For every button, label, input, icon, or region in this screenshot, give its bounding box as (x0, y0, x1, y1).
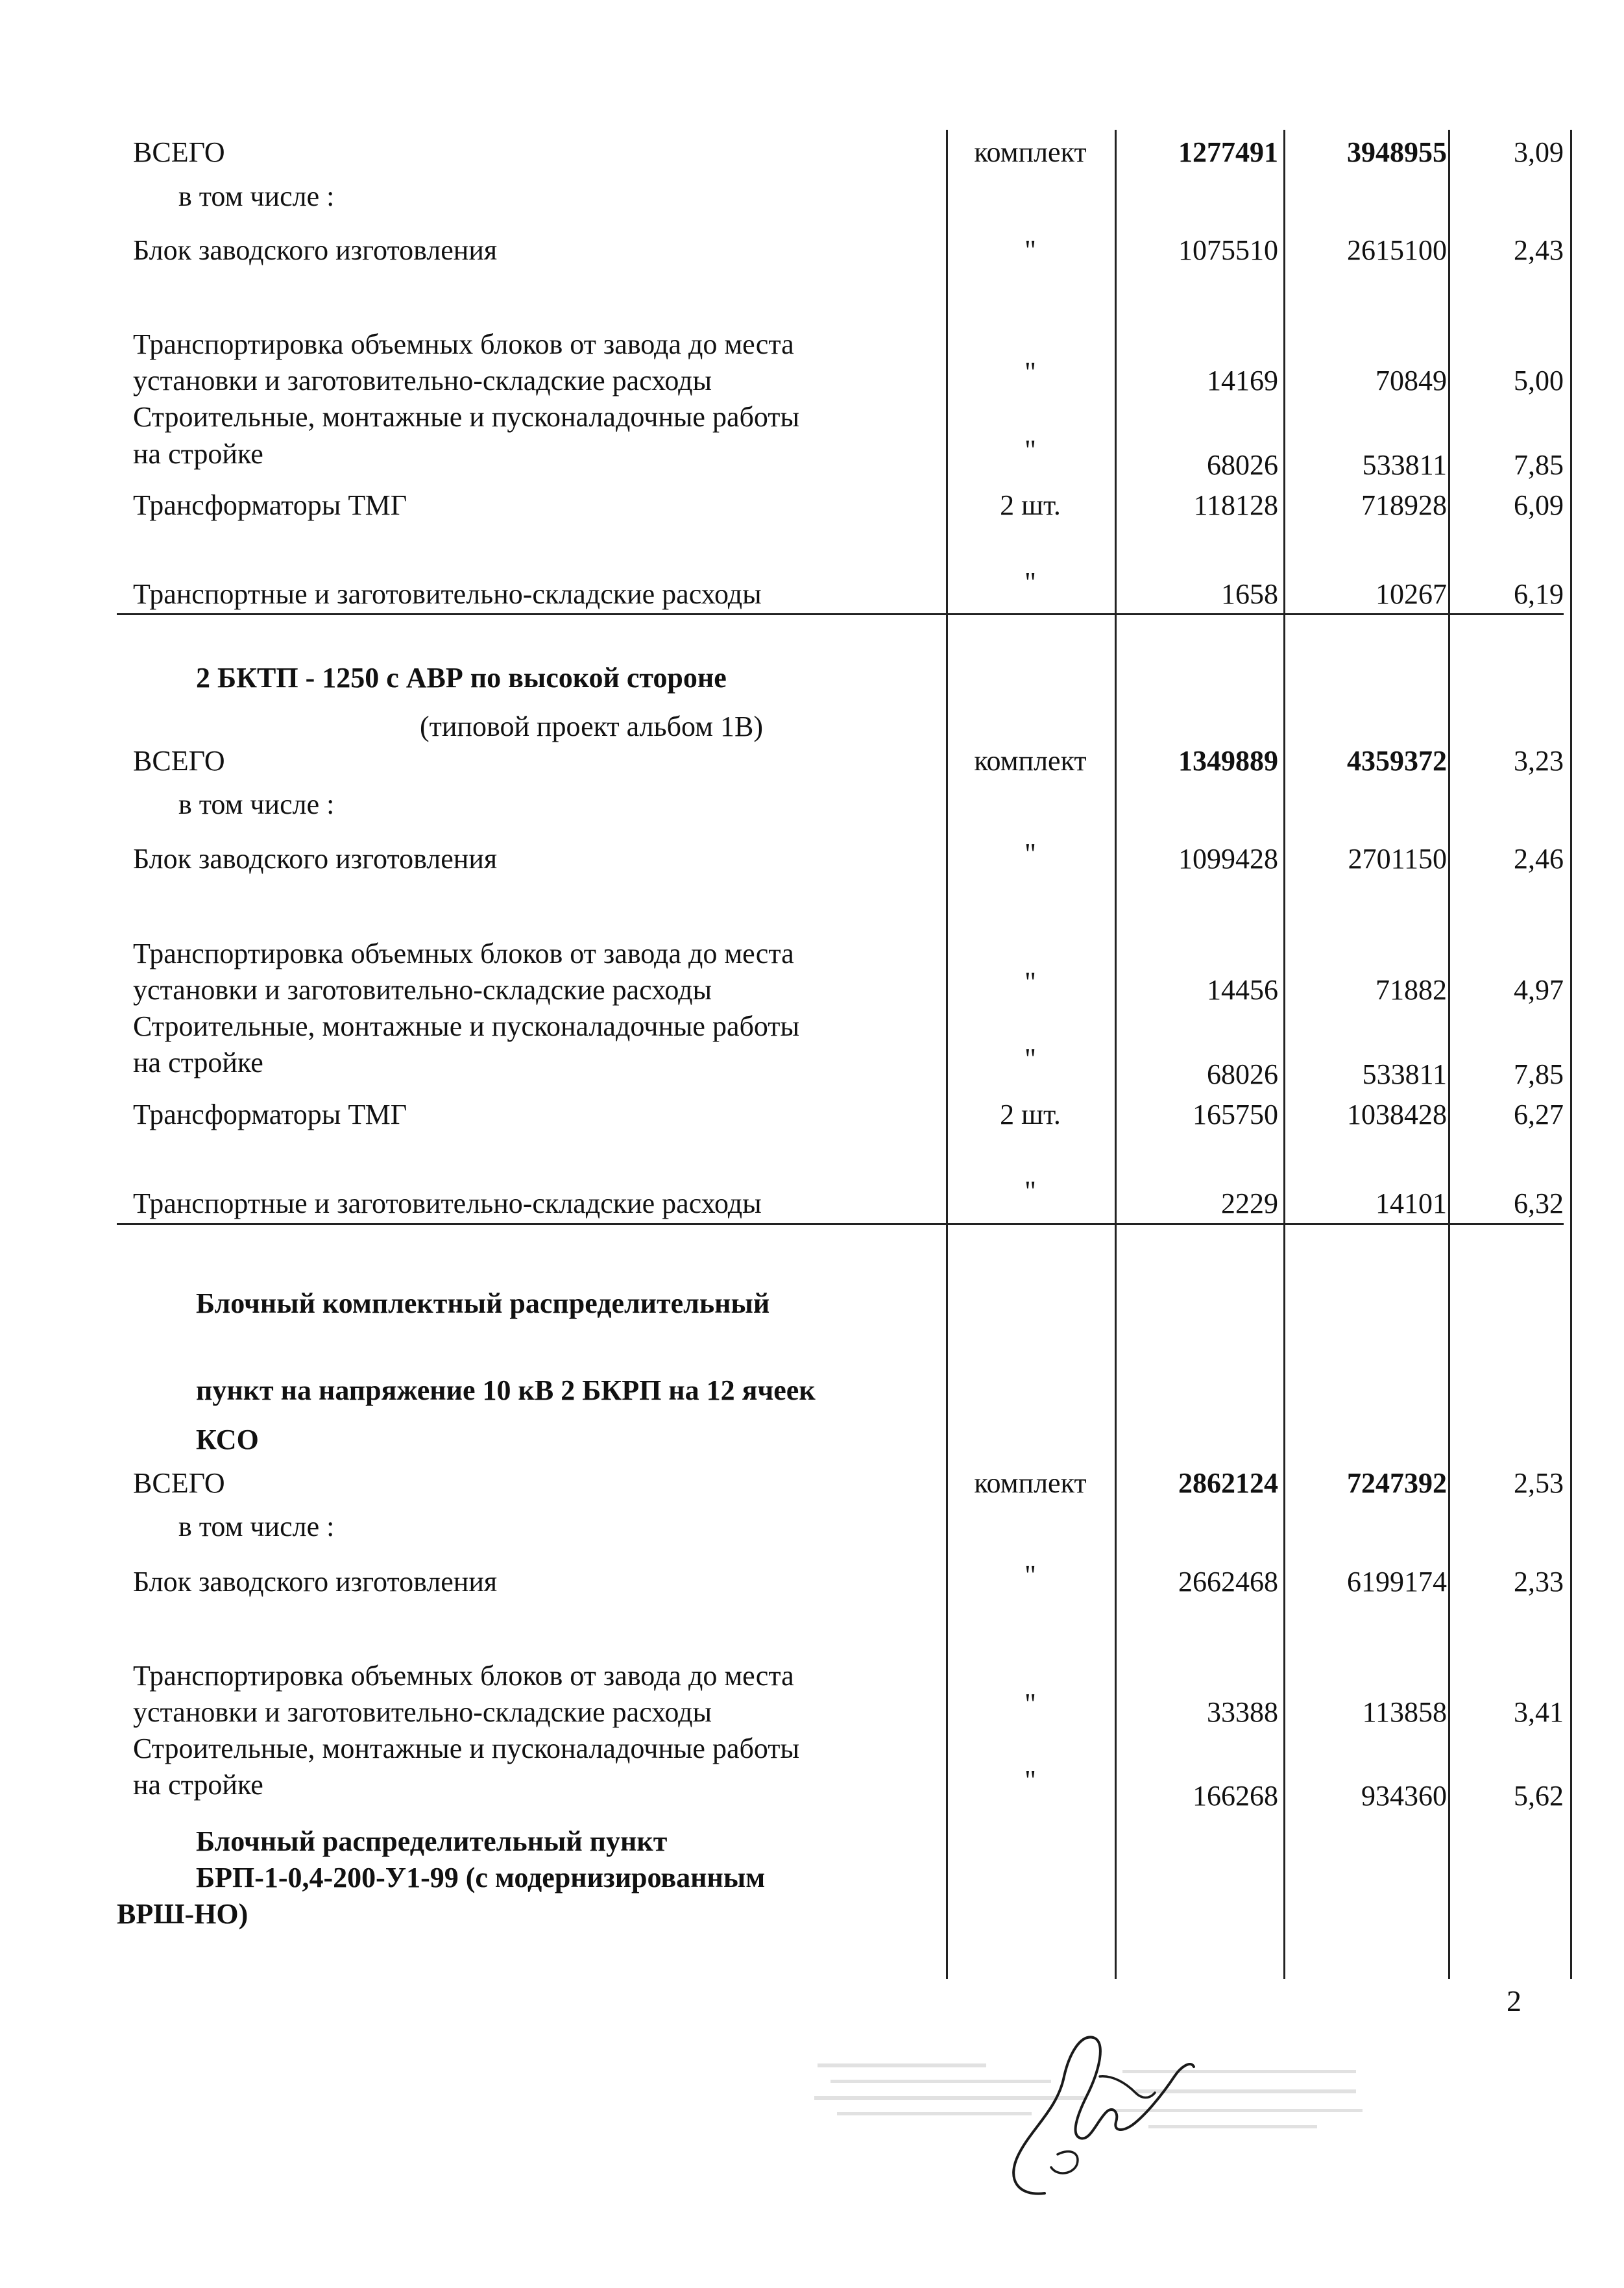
row-unit: " (1024, 566, 1036, 598)
row-value-c: 2,43 (1514, 234, 1564, 266)
row-value-b: 14101 (1376, 1187, 1447, 1219)
row-value-c: 5,62 (1514, 1780, 1564, 1812)
row-label-line2: на стройке (133, 438, 263, 470)
row-value-c: 2,33 (1514, 1566, 1564, 1598)
section-title: Блочный комплектный распределительный (196, 1287, 770, 1319)
column-rule (1115, 130, 1117, 1979)
row-label: Блок заводского изготовления (133, 1566, 498, 1598)
row-label: Блок заводского изготовления (133, 843, 498, 875)
column-rule (1448, 130, 1450, 1979)
row-label: в том числе : (178, 1511, 335, 1542)
row-label: Строительные, монтажные и пусконаладочные работы (133, 1733, 800, 1764)
row-value-a: 14169 (1207, 365, 1278, 396)
row-label-line2: установки и заготовительно-складские расходы (133, 974, 712, 1006)
row-value-b: 533811 (1362, 1058, 1447, 1090)
row-value-c: 4,97 (1514, 974, 1564, 1006)
page-number: 2 (1507, 1984, 1521, 2017)
row-unit: " (1024, 1043, 1036, 1075)
row-value-a: 2862124 (1178, 1467, 1278, 1499)
row-value-a: 33388 (1207, 1696, 1278, 1728)
row-label: Транспортировка объемных блоков от завода до места (133, 938, 794, 969)
row-value-c: 6,19 (1514, 578, 1564, 610)
row-unit: комплект (974, 136, 1087, 168)
row-value-b: 934360 (1361, 1780, 1447, 1812)
row-label-line2: на стройке (133, 1047, 263, 1078)
row-value-b: 3948955 (1347, 136, 1447, 168)
row-value-b: 6199174 (1347, 1566, 1447, 1598)
row-label: ВСЕГО (133, 745, 225, 777)
row-value-c: 7,85 (1514, 1058, 1564, 1090)
row-value-b: 4359372 (1347, 745, 1447, 777)
row-value-b: 718928 (1361, 489, 1447, 521)
section-title: Блочный распределительный пункт (196, 1825, 668, 1857)
row-value-c: 6,09 (1514, 489, 1564, 521)
row-value-b: 533811 (1362, 449, 1447, 481)
row-label-line2: на стройке (133, 1769, 263, 1801)
row-unit: " (1024, 1559, 1036, 1591)
row-label: Строительные, монтажные и пусконаладочные работы (133, 1010, 800, 1042)
row-value-c: 6,32 (1514, 1187, 1564, 1219)
column-rule (1570, 130, 1572, 1979)
section-title: БРП-1-0,4-200-У1-99 (с модернизированным (196, 1862, 766, 1893)
row-unit: 2 шт. (1000, 1099, 1061, 1130)
row-label-line2: установки и заготовительно-складские расходы (133, 1696, 712, 1728)
row-label: Транспортировка объемных блоков от завода до места (133, 1660, 794, 1692)
row-value-b: 10267 (1376, 578, 1447, 610)
signature (967, 1999, 1239, 2213)
row-value-b: 113858 (1362, 1696, 1447, 1728)
row-value-a: 1075510 (1178, 234, 1278, 266)
column-rule (1283, 130, 1285, 1979)
row-value-c: 7,85 (1514, 449, 1564, 481)
section-divider (117, 1223, 1564, 1225)
row-label: Транспортировка объемных блоков от завода до места (133, 328, 794, 360)
row-unit: " (1024, 966, 1036, 998)
row-label: ВСЕГО (133, 1467, 225, 1499)
row-unit: " (1024, 356, 1036, 388)
row-value-a: 14456 (1207, 974, 1278, 1006)
row-value-a: 118128 (1193, 489, 1278, 521)
row-unit: комплект (974, 1467, 1087, 1499)
section-subtitle: (типовой проект альбом 1В) (420, 711, 763, 742)
row-value-a: 166268 (1193, 1780, 1278, 1812)
section-title: ВРШ-НО) (117, 1898, 248, 1930)
row-value-a: 165750 (1193, 1099, 1278, 1130)
row-value-c: 5,00 (1514, 365, 1564, 396)
row-label: Блок заводского изготовления (133, 234, 498, 266)
row-value-a: 1349889 (1178, 745, 1278, 777)
row-label-line2: установки и заготовительно-складские расходы (133, 365, 712, 396)
row-value-c: 2,53 (1514, 1467, 1564, 1499)
row-value-a: 1099428 (1178, 843, 1278, 875)
row-label: Транспортные и заготовительно-складские расходы (133, 578, 762, 610)
row-unit: комплект (974, 745, 1087, 777)
row-unit: " (1024, 234, 1036, 266)
row-label: ВСЕГО (133, 136, 225, 168)
row-value-b: 70849 (1376, 365, 1447, 396)
row-value-c: 3,23 (1514, 745, 1564, 777)
row-value-b: 1038428 (1347, 1099, 1447, 1130)
row-label: Трансформаторы ТМГ (133, 489, 407, 521)
row-value-c: 3,41 (1514, 1696, 1564, 1728)
row-value-a: 1277491 (1178, 136, 1278, 168)
row-value-c: 2,46 (1514, 843, 1564, 875)
row-value-b: 2701150 (1348, 843, 1447, 875)
row-label: Трансформаторы ТМГ (133, 1099, 407, 1130)
row-label: в том числе : (178, 788, 335, 820)
row-unit: " (1024, 1764, 1036, 1796)
section-divider (117, 613, 1564, 615)
row-value-b: 71882 (1376, 974, 1447, 1006)
row-unit: " (1024, 1175, 1036, 1207)
row-value-b: 7247392 (1347, 1467, 1447, 1499)
row-value-a: 68026 (1207, 449, 1278, 481)
row-value-a: 68026 (1207, 1058, 1278, 1090)
row-label: Строительные, монтажные и пусконаладочные работы (133, 401, 800, 433)
row-value-c: 3,09 (1514, 136, 1564, 168)
row-value-b: 2615100 (1347, 234, 1447, 266)
row-unit: 2 шт. (1000, 489, 1061, 521)
row-label: в том числе : (178, 180, 335, 212)
row-value-a: 2662468 (1178, 1566, 1278, 1598)
row-label: Транспортные и заготовительно-складские расходы (133, 1187, 762, 1219)
row-unit: " (1024, 838, 1036, 870)
section-title: пункт на напряжение 10 кВ 2 БКРП на 12 ячеек (196, 1374, 816, 1406)
row-value-c: 6,27 (1514, 1099, 1564, 1130)
row-unit: " (1024, 434, 1036, 466)
row-value-a: 1658 (1221, 578, 1278, 610)
row-value-a: 2229 (1221, 1187, 1278, 1219)
section-title: КСО (196, 1424, 259, 1455)
section-title: 2 БКТП - 1250 с АВР по высокой стороне (196, 662, 727, 694)
row-unit: " (1024, 1688, 1036, 1720)
